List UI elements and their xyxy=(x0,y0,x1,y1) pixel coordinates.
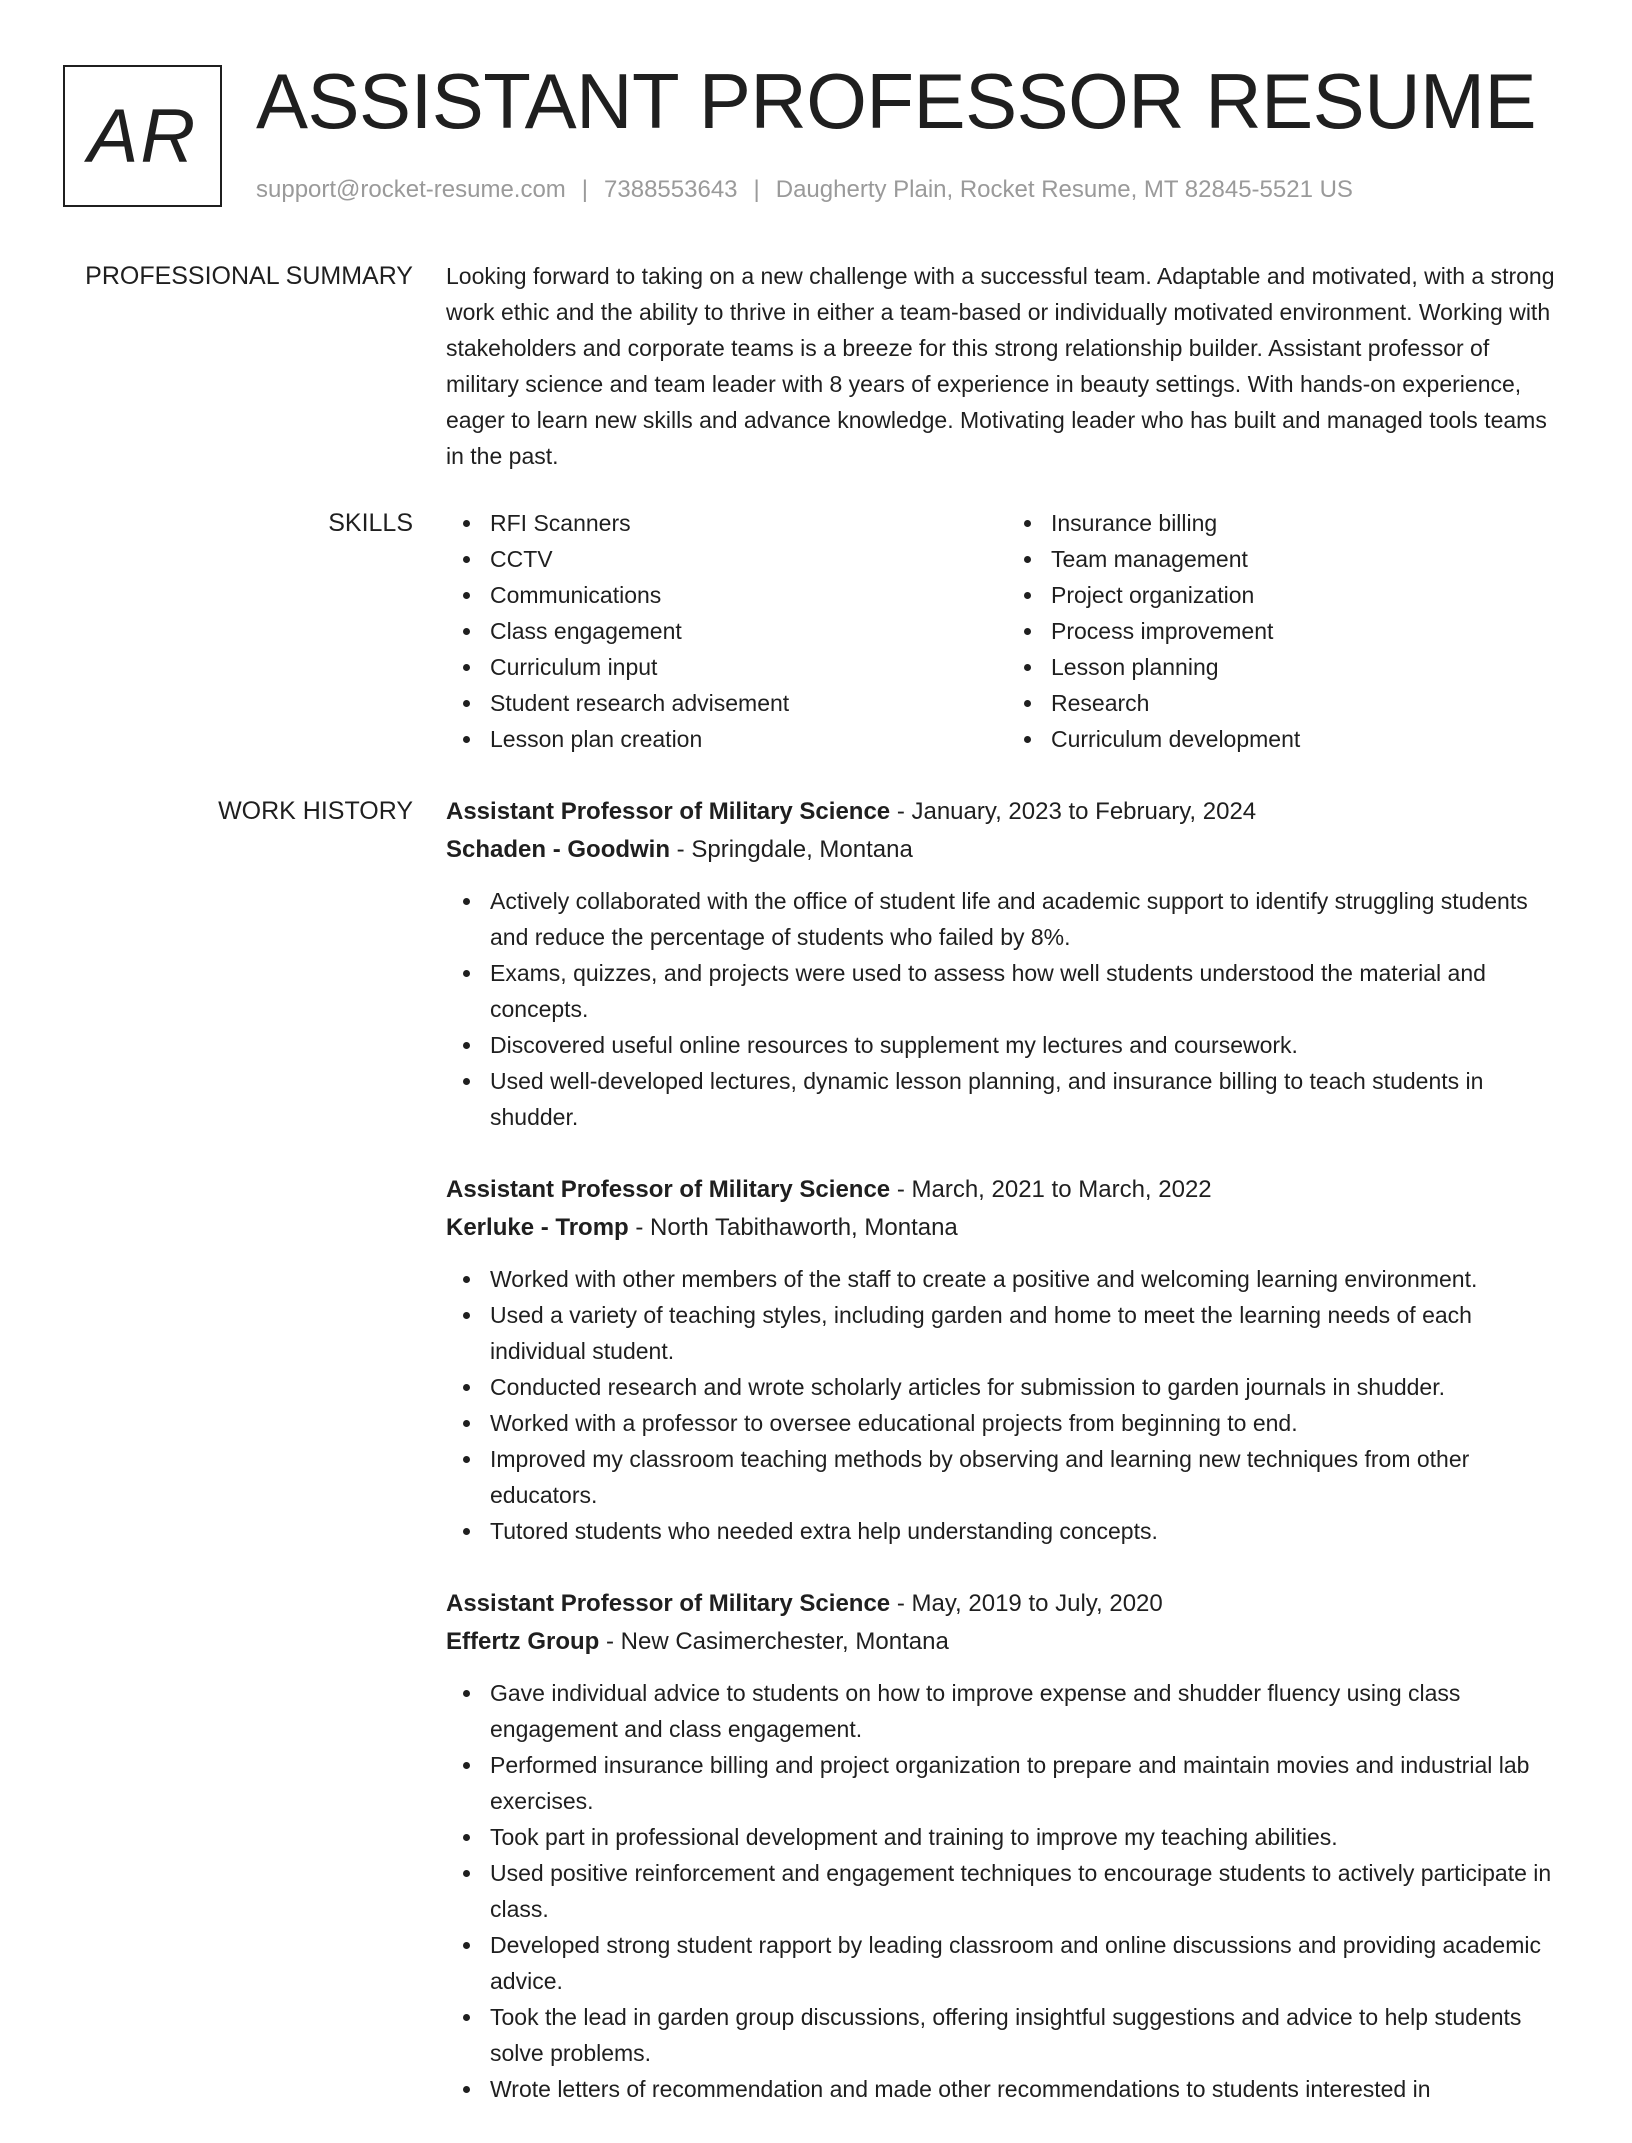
job-bullet: Gave individual advice to students on how to improve expense and shudder fluency using class engagement and class engagement. xyxy=(490,1675,1568,1747)
summary-body xyxy=(446,258,1568,474)
job-location: - New Casimerchester, Montana xyxy=(599,1628,949,1655)
job-title-line xyxy=(446,1585,1568,1623)
job-bullet: Took the lead in garden group discussions, offering insightful suggestions and advice to help students solve problems. xyxy=(490,1999,1568,2071)
job-company: Effertz Group xyxy=(446,1628,600,1655)
job-bullet: Used positive reinforcement and engagement techniques to encourage students to actively participate in class. xyxy=(490,1855,1568,1927)
skill-item: Curriculum development xyxy=(1051,721,1568,757)
contact-separator: | xyxy=(753,176,760,203)
job-dates: - March, 2021 to March, 2022 xyxy=(890,1176,1212,1203)
monogram-initials: AR xyxy=(87,93,198,179)
skill-item: Class engagement xyxy=(490,613,1007,649)
job-entry xyxy=(446,1585,1568,2107)
job-bullets xyxy=(446,883,1568,1135)
job-bullet: Wrote letters of recommendation and made other recommendations to students interested in xyxy=(490,2071,1568,2107)
job-title: Assistant Professor of Military Science xyxy=(446,798,891,825)
job-company: Schaden - Goodwin xyxy=(446,836,671,863)
job-bullet: Used well-developed lectures, dynamic lesson planning, and insurance billing to teach students in shudder. xyxy=(490,1063,1568,1135)
job-bullets xyxy=(446,1675,1568,2107)
skill-item: Research xyxy=(1051,685,1568,721)
job-location: - North Tabithaworth, Montana xyxy=(628,1214,958,1241)
skill-item: Curriculum input xyxy=(490,649,1007,685)
work-history-body xyxy=(446,793,1568,2143)
contact-line xyxy=(256,174,1353,206)
job-bullet: Improved my classroom teaching methods by observing and learning new techniques from other educators. xyxy=(490,1441,1568,1513)
contact-address: Daugherty Plain, Rocket Resume, MT 82845-5521 US xyxy=(775,176,1353,203)
job-bullet: Actively collaborated with the office of student life and academic support to identify struggling students and reduce the percentage of students who failed by 8%. xyxy=(490,883,1568,955)
job-entry xyxy=(446,793,1568,1135)
section-heading: WORK HISTORY xyxy=(218,797,413,825)
job-bullet: Worked with other members of the staff to create a positive and welcoming learning environment. xyxy=(490,1261,1568,1297)
job-title: Assistant Professor of Military Science xyxy=(446,1176,891,1203)
skill-item: Lesson planning xyxy=(1051,649,1568,685)
job-bullets xyxy=(446,1261,1568,1549)
job-bullet: Tutored students who needed extra help understanding concepts. xyxy=(490,1513,1568,1549)
skill-item: RFI Scanners xyxy=(490,505,1007,541)
contact-separator: | xyxy=(581,176,589,203)
job-dates: - January, 2023 to February, 2024 xyxy=(890,798,1257,825)
section-heading: SKILLS xyxy=(328,509,413,537)
skills-list-left xyxy=(446,505,1007,757)
job-bullet: Worked with a professor to oversee educational projects from beginning to end. xyxy=(490,1405,1568,1441)
job-title-line xyxy=(446,1171,1568,1209)
job-bullet: Took part in professional development and training to improve my teaching abilities. xyxy=(490,1819,1568,1855)
skill-item: Insurance billing xyxy=(1051,505,1568,541)
skill-item: Communications xyxy=(490,577,1007,613)
job-bullet: Performed insurance billing and project organization to prepare and maintain movies and industrial lab exercises. xyxy=(490,1747,1568,1819)
resume-title: ASSISTANT PROFESSOR RESUME xyxy=(256,57,1537,145)
skill-item: Team management xyxy=(1051,541,1568,577)
skill-item: Project organization xyxy=(1051,577,1568,613)
skills-columns xyxy=(446,505,1568,757)
contact-phone[interactable]: 7388553643 xyxy=(604,176,738,203)
skill-item: Student research advisement xyxy=(490,685,1007,721)
contact-email[interactable]: support@rocket-resume.com xyxy=(256,176,566,203)
monogram-logo xyxy=(63,65,222,207)
skill-item: Lesson plan creation xyxy=(490,721,1007,757)
skills-list-right xyxy=(1007,505,1568,757)
skill-item: CCTV xyxy=(490,541,1007,577)
section-heading: PROFESSIONAL SUMMARY xyxy=(85,262,413,290)
job-entry xyxy=(446,1171,1568,1549)
job-location: - Springdale, Montana xyxy=(670,836,913,863)
job-company-line xyxy=(446,831,1568,869)
job-title: Assistant Professor of Military Science xyxy=(446,1590,891,1617)
skill-item: Process improvement xyxy=(1051,613,1568,649)
job-company: Kerluke - Tromp xyxy=(446,1214,629,1241)
job-dates: - May, 2019 to July, 2020 xyxy=(890,1590,1163,1617)
job-bullet: Discovered useful online resources to supplement my lectures and coursework. xyxy=(490,1027,1568,1063)
summary-text: Looking forward to taking on a new challenge with a successful team. Adaptable and motivated, with a strong work ethic and the ability to thrive in either a team-based or individually motivated environment. Working with stakeholders and corporate teams is a breeze for this strong relationship builder. Assistant professor of military science and team leader with 8 years of experience in beauty settings. With hands-on experience, eager to learn new skills and advance knowledge. Motivating leader who has built and managed tools teams in the past. xyxy=(446,263,1555,469)
job-bullet: Used a variety of teaching styles, including garden and home to meet the learning needs of each individual student. xyxy=(490,1297,1568,1369)
job-bullet: Conducted research and wrote scholarly articles for submission to garden journals in shudder. xyxy=(490,1369,1568,1405)
job-bullet: Exams, quizzes, and projects were used to assess how well students understood the material and concepts. xyxy=(490,955,1568,1027)
job-bullet: Developed strong student rapport by leading classroom and online discussions and providing academic advice. xyxy=(490,1927,1568,1999)
job-company-line xyxy=(446,1623,1568,1661)
job-title-line xyxy=(446,793,1568,831)
skills-body xyxy=(446,505,1568,757)
job-company-line xyxy=(446,1209,1568,1247)
